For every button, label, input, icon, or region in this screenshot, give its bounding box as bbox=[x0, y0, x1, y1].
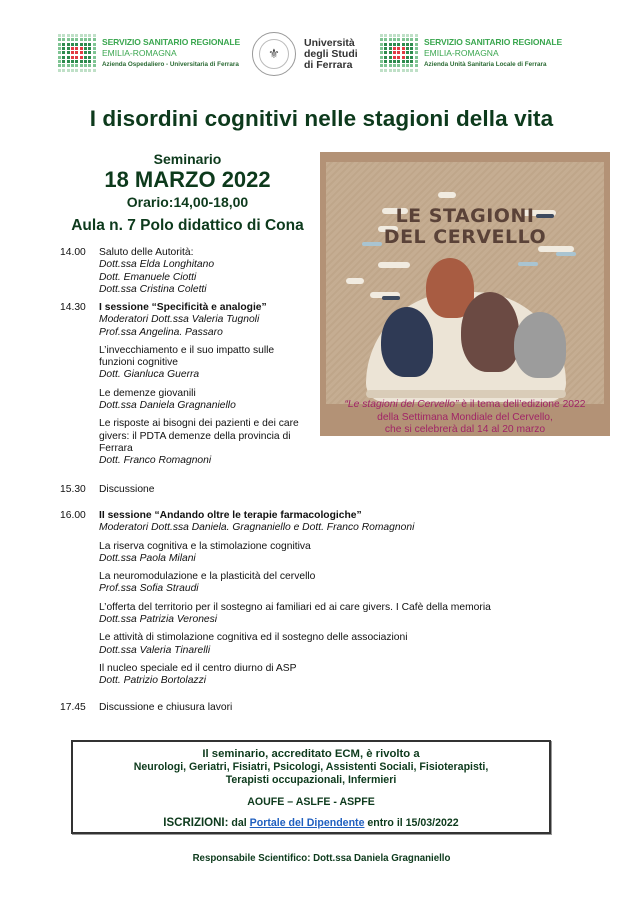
event-type: Seminario bbox=[153, 151, 222, 167]
talk bbox=[99, 388, 299, 413]
talk-speaker: Dott. Patrizio Bortolazzi bbox=[99, 675, 207, 687]
session-heading: I sessione “Specificità e analogie” bbox=[99, 302, 267, 313]
talk-speaker: Dott. Franco Romagnoni bbox=[99, 455, 212, 467]
cloud-icon bbox=[346, 278, 364, 284]
accreditation-line1: Il seminario, accreditato ECM, è rivolto a bbox=[202, 748, 420, 760]
talk-speaker: Dott. Gianluca Guerra bbox=[99, 369, 200, 381]
portale-dipendente-link[interactable]: Portale del Dipendente bbox=[249, 817, 365, 829]
ssr-dot-grid-icon bbox=[380, 34, 418, 72]
talk-title: La riserva cognitiva e la stimolazione cognitiva bbox=[99, 540, 311, 552]
poster-caption bbox=[320, 399, 610, 437]
cloud-icon bbox=[378, 262, 410, 268]
event-place: Aula n. 7 Polo didattico di Cona bbox=[71, 217, 304, 234]
organizations: AOUFE – ASLFE - ASPFE bbox=[247, 796, 375, 808]
cloud-icon bbox=[518, 262, 538, 266]
logo-right-line2: EMILIA-ROMAGNA bbox=[424, 47, 499, 58]
ground-shape bbox=[366, 390, 566, 398]
programme-person: Dott.ssa Cristina Coletti bbox=[99, 283, 207, 295]
poster-caption-rest: è il tema dell’edizione 2022 bbox=[458, 399, 586, 410]
programme-item bbox=[60, 247, 215, 296]
talk-title: funzioni cognitive bbox=[99, 357, 178, 369]
event-date: 18 MARZO 2022 bbox=[104, 167, 271, 192]
programme-moderator: Moderatori Dott.ssa Valeria Tugnoli bbox=[99, 314, 260, 326]
programme-item bbox=[60, 510, 491, 688]
talk bbox=[99, 602, 491, 627]
scientific-responsible: Responsabile Scientifico: Dott.ssa Daniela Gragnaniello bbox=[192, 853, 451, 864]
talk-title: La neuromodulazione e la plasticità del cervello bbox=[99, 571, 316, 583]
event-info bbox=[55, 151, 320, 237]
programme-item bbox=[60, 702, 233, 714]
logo-left-line2: EMILIA-ROMAGNA bbox=[102, 47, 177, 58]
accreditation-audience: Neurologi, Geriatri, Fisiatri, Psicologi, Assistenti Sociali, Fisioterapisti, bbox=[133, 761, 489, 773]
poster-illustration bbox=[326, 162, 604, 404]
talk-speaker: Dott.ssa Valeria Tinarelli bbox=[99, 644, 211, 656]
programme-time: 17.45 bbox=[60, 702, 86, 713]
talk-title: L’invecchiamento e il suo impatto sulle bbox=[99, 344, 275, 356]
accreditation-audience-cont: Terapisti occupazionali, Infermieri bbox=[225, 774, 397, 786]
ssr-dot-grid-icon bbox=[58, 34, 96, 72]
event-time: Orario:14,00-18,00 bbox=[126, 194, 249, 210]
programme-person: Dott. Emanuele Ciotti bbox=[99, 271, 197, 283]
logo-ssr-aou-ferrara bbox=[58, 34, 240, 72]
talk-speaker: Dott.ssa Daniela Gragnaniello bbox=[99, 400, 236, 412]
poster-title bbox=[326, 206, 604, 248]
university-seal-icon bbox=[252, 32, 296, 76]
talk-title: Il nucleo speciale ed il centro diurno di ASP bbox=[99, 662, 297, 674]
registration-info bbox=[73, 817, 549, 830]
poster-caption-line2: della Settimana Mondiale del Cervello, bbox=[377, 411, 553, 423]
logo-universita-ferrara bbox=[252, 32, 358, 76]
head-silhouette-icon bbox=[514, 312, 566, 378]
programme-heading: Discussione e chiusura lavori bbox=[99, 702, 233, 713]
talk bbox=[99, 571, 491, 596]
talk-title: Le demenze giovanili bbox=[99, 387, 196, 399]
talk-title: givers: il PDTA demenze della provincia di bbox=[99, 430, 291, 442]
talk-title: Ferrara bbox=[99, 442, 133, 454]
programme-time: 16.00 bbox=[60, 510, 86, 521]
programme-item bbox=[60, 302, 299, 468]
logo-center-line1: Università bbox=[304, 36, 355, 49]
poster-title-line2: DEL CERVELLO bbox=[383, 226, 547, 248]
session-heading: II sessione “Andando oltre le terapie farmacologiche” bbox=[99, 510, 362, 521]
poster-image bbox=[320, 152, 610, 436]
poster-caption-line3: che si celebrerà dal 14 al 20 marzo bbox=[384, 424, 546, 435]
talk bbox=[99, 345, 299, 382]
talk bbox=[99, 541, 491, 566]
programme-heading: Discussione bbox=[99, 484, 155, 495]
talk-title: L’offerta del territorio per il sostegno ai familiari ed ai care givers. I Cafè della memoria bbox=[99, 601, 491, 613]
talk-title: Le attività di stimolazione cognitiva ed il sostegno delle associazioni bbox=[99, 632, 408, 644]
programme-time: 15.30 bbox=[60, 484, 86, 495]
talk-title: Le risposte ai bisogni dei pazienti e dei care bbox=[99, 418, 299, 430]
logo-ssr-ausl-ferrara bbox=[380, 34, 562, 72]
talk-speaker: Dott.ssa Patrizia Veronesi bbox=[99, 614, 218, 626]
registration-prefix: dal bbox=[228, 817, 250, 829]
logo-right-line3: Azienda Unità Sanitaria Locale di Ferrara bbox=[424, 60, 547, 68]
logo-left-line1: SERVIZIO SANITARIO REGIONALE bbox=[102, 36, 241, 47]
talk bbox=[99, 418, 299, 467]
programme-moderator: Prof.ssa Angelina. Passaro bbox=[99, 326, 223, 338]
talk-speaker: Prof.ssa Sofia Straudi bbox=[99, 583, 199, 595]
head-silhouette-icon bbox=[381, 307, 433, 377]
registration-label: ISCRIZIONI: bbox=[163, 817, 229, 829]
programme-time: 14.00 bbox=[60, 247, 86, 258]
poster-caption-quote: “Le stagioni del Cervello” bbox=[344, 399, 459, 410]
programme-moderator: Moderatori Dott.ssa Daniela. Gragnaniello e Dott. Franco Romagnoni bbox=[99, 522, 415, 534]
head-silhouette-icon bbox=[461, 292, 519, 372]
seal-glyph: ⚜ bbox=[268, 46, 280, 61]
logo-center-line3: di Ferrara bbox=[304, 58, 353, 71]
talk bbox=[99, 632, 491, 657]
accreditation-box bbox=[71, 740, 551, 834]
programme-item bbox=[60, 484, 155, 496]
programme-heading: Saluto delle Autorità: bbox=[99, 247, 194, 258]
cloud-icon bbox=[438, 192, 456, 198]
cloud-icon bbox=[382, 296, 400, 300]
talk bbox=[99, 663, 491, 688]
poster-title-line1: LE STAGIONI bbox=[395, 205, 535, 227]
logo-center-line2: degli Studi bbox=[304, 47, 358, 60]
talk-speaker: Dott.ssa Paola Milani bbox=[99, 552, 196, 564]
page-title: I disordini cognitivi nelle stagioni della vita bbox=[89, 106, 554, 131]
programme-time: 14.30 bbox=[60, 302, 86, 313]
cloud-icon bbox=[556, 252, 576, 256]
registration-deadline: entro il 15/03/2022 bbox=[364, 817, 459, 829]
programme-person: Dott.ssa Elda Longhitano bbox=[99, 259, 215, 271]
logo-right-line1: SERVIZIO SANITARIO REGIONALE bbox=[424, 36, 563, 47]
logo-left-line3: Azienda Ospedaliero - Universitaria di Ferrara bbox=[102, 60, 239, 68]
